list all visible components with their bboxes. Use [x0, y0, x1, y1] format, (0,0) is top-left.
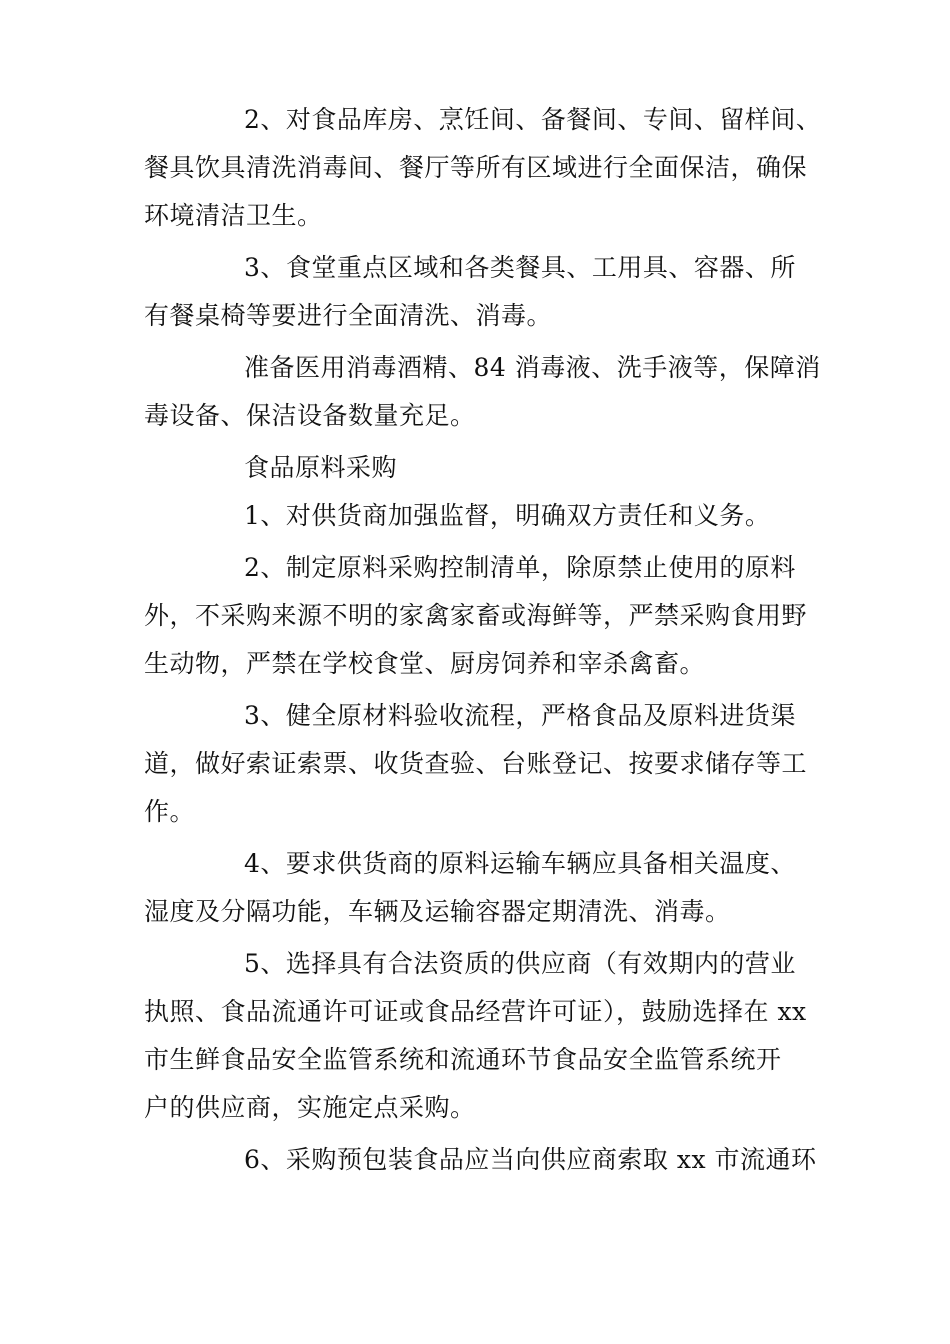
document-body — [144, 96, 822, 1184]
paragraph-line: 2、对食品库房、烹饪间、备餐间、专间、留样间、 — [244, 105, 822, 134]
paragraph-line: 3、健全原材料验收流程，严格食品及原料进货渠 — [244, 701, 796, 730]
paragraph-line: 外，不采购来源不明的家禽家畜或海鲜等，严禁采购食用野 — [144, 601, 808, 630]
paragraph-line: 有餐桌椅等要进行全面清洗、消毒。 — [144, 301, 553, 330]
paragraph-line: 户的供应商，实施定点采购。 — [144, 1093, 476, 1122]
section-heading: 食品原料采购 — [244, 453, 398, 482]
paragraph-line: 1、对供货商加强监督，明确双方责任和义务。 — [244, 501, 771, 530]
paragraph-line: 5、选择具有合法资质的供应商（有效期内的营业 — [244, 949, 796, 978]
paragraph-line: 毒设备、保洁设备数量充足。 — [144, 401, 476, 430]
paragraph-line: 道，做好索证索票、收货查验、台账登记、按要求储存等工 — [144, 749, 808, 778]
paragraph-line: 环境清洁卫生。 — [144, 201, 323, 230]
paragraph-line: 餐具饮具清洗消毒间、餐厅等所有区域进行全面保洁，确保 — [144, 153, 808, 182]
paragraph-line: 准备医用消毒酒精、84 消毒液、洗手液等，保障消 — [244, 353, 821, 382]
paragraph-line: 2、制定原料采购控制清单，除原禁止使用的原料 — [244, 553, 796, 582]
paragraph-line: 执照、食品流通许可证或食品经营许可证），鼓励选择在 xx — [144, 997, 807, 1026]
paragraph-line: 3、食堂重点区域和各类餐具、工用具、容器、所 — [244, 253, 796, 282]
paragraph-line: 市生鲜食品安全监管系统和流通环节食品安全监管系统开 — [144, 1045, 782, 1074]
paragraph-line: 6、采购预包装食品应当向供应商索取 xx 市流通环 — [244, 1145, 817, 1174]
paragraph-line: 4、要求供货商的原料运输车辆应具备相关温度、 — [244, 849, 796, 878]
paragraph-line: 湿度及分隔功能，车辆及运输容器定期清洗、消毒。 — [144, 897, 731, 926]
paragraph-line: 作。 — [144, 797, 196, 826]
paragraph-line: 生动物，严禁在学校食堂、厨房饲养和宰杀禽畜。 — [144, 649, 706, 678]
